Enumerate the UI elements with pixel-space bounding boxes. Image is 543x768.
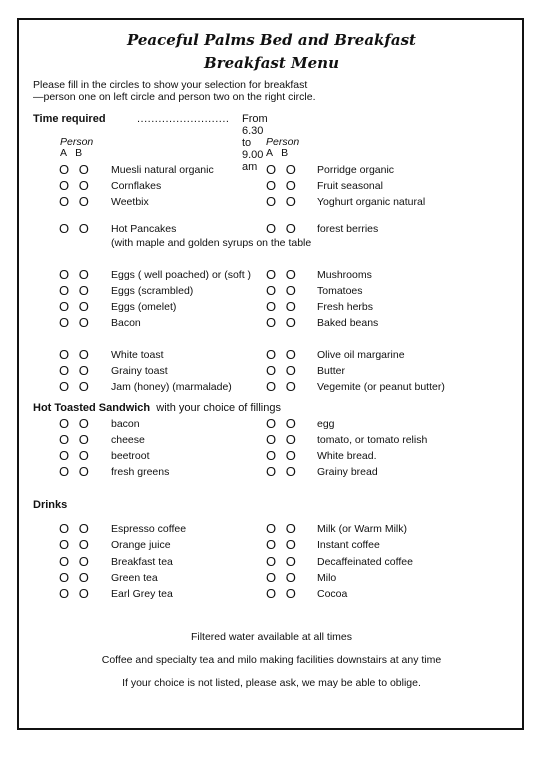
selection-circles-left[interactable]: O O	[59, 194, 92, 209]
menu-item-right: Decaffeinated coffee	[317, 556, 413, 568]
selection-circles-left[interactable]: O O	[59, 267, 92, 282]
menu-item-right: Grainy bread	[317, 466, 378, 478]
selection-circles-right[interactable]: O O	[266, 416, 299, 431]
menu-item-left: cheese	[111, 434, 145, 446]
menu-item-right: Instant coffee	[317, 539, 380, 551]
selection-circles-right[interactable]: O O	[266, 586, 299, 601]
time-range: From 6.30 to 9.00 am	[242, 113, 268, 173]
selection-circles-left[interactable]: O O	[59, 432, 92, 447]
footer-line: Filtered water available at all times	[190, 631, 353, 643]
menu-item-left: Cornflakes	[111, 180, 162, 192]
person-label: Person	[266, 136, 300, 148]
selection-circles-left[interactable]: O O	[59, 554, 92, 569]
menu-item-left: Hot Pancakes	[111, 223, 177, 235]
selection-circles-left[interactable]: O O	[59, 283, 92, 298]
selection-circles-left[interactable]: O O	[59, 315, 92, 330]
menu-item-right: Olive oil margarine	[317, 349, 405, 361]
menu-item-left: Bacon	[111, 317, 141, 329]
selection-circles-right[interactable]: O O	[266, 299, 299, 314]
menu-item-left: fresh greens	[111, 466, 170, 478]
selection-circles-left[interactable]: O O	[59, 363, 92, 378]
selection-circles-right[interactable]: O O	[266, 537, 299, 552]
instruction-line: Please fill in the circles to show your selection for breakfast	[33, 79, 308, 91]
footer-line: If your choice is not listed, please ask, we may be able to oblige.	[122, 677, 421, 689]
menu-item-right: egg	[317, 418, 335, 430]
page-title: Peaceful Palms Bed and Breakfast	[127, 31, 416, 49]
person-columns: A B	[60, 147, 83, 159]
selection-circles-right[interactable]: O O	[266, 464, 299, 479]
selection-circles-left[interactable]: O O	[59, 162, 92, 177]
drinks-heading-bold: Drinks	[33, 499, 68, 511]
selection-circles-left[interactable]: O O	[59, 379, 92, 394]
selection-circles-left[interactable]: O O	[59, 521, 92, 536]
selection-circles-left[interactable]: O O	[59, 537, 92, 552]
selection-circles-left[interactable]: O O	[59, 347, 92, 362]
menu-item-right: White bread.	[317, 450, 377, 462]
drinks-heading	[33, 499, 67, 511]
selection-circles-right[interactable]: O O	[266, 432, 299, 447]
menu-item-right: Fresh herbs	[317, 301, 374, 313]
instructions	[33, 79, 316, 103]
menu-item-left: Orange juice	[111, 539, 171, 551]
menu-item-right: tomato, or tomato relish	[317, 434, 428, 446]
menu-item-right: Butter	[317, 365, 346, 377]
menu-item-left: Espresso coffee	[111, 523, 187, 535]
menu-item-left: Grainy toast	[111, 365, 168, 377]
selection-circles-right[interactable]: O O	[266, 347, 299, 362]
time-fill-in[interactable]: ..........................	[137, 113, 230, 125]
selection-circles-left[interactable]: O O	[59, 586, 92, 601]
menu-item-right: Tomatoes	[317, 285, 363, 297]
menu-item-right: Vegemite (or peanut butter)	[317, 381, 445, 393]
menu-item-left: White toast	[111, 349, 164, 361]
sandwich-heading	[33, 402, 281, 414]
selection-circles-left[interactable]: O O	[59, 416, 92, 431]
menu-item-left: Jam (honey) (marmalade)	[111, 381, 232, 393]
menu-item-left: Weetbix	[111, 196, 149, 208]
selection-circles-left[interactable]: O O	[59, 448, 92, 463]
person-label: Person	[60, 136, 94, 148]
sandwich-heading-bold: Hot Toasted Sandwich	[33, 402, 151, 414]
menu-item-left: beetroot	[111, 450, 150, 462]
time-label: Time required	[33, 113, 106, 125]
menu-item-right: Fruit seasonal	[317, 180, 383, 192]
menu-subtitle: Breakfast Menu	[204, 54, 339, 72]
selection-circles-left[interactable]: O O	[59, 221, 92, 236]
menu-item-right: Baked beans	[317, 317, 379, 329]
menu-item-right: Mushrooms	[317, 269, 372, 281]
menu-item-right: forest berries	[317, 223, 379, 235]
menu-item-right: Cocoa	[317, 588, 348, 600]
instruction-line: —person one on left circle and person two on the right circle.	[33, 91, 316, 103]
menu-item-left: Muesli natural organic	[111, 164, 214, 176]
selection-circles-right[interactable]: O O	[266, 554, 299, 569]
menu-item-left: Eggs (omelet)	[111, 301, 177, 313]
sandwich-heading-rest: with your choice of fillings	[156, 402, 281, 414]
menu-item-right: Yoghurt organic natural	[317, 196, 426, 208]
person-header-right	[266, 137, 299, 159]
selection-circles-right[interactable]: O O	[266, 283, 299, 298]
menu-item-left: Breakfast tea	[111, 556, 173, 568]
selection-circles-left[interactable]: O O	[59, 178, 92, 193]
person-columns: A B	[266, 147, 289, 159]
selection-circles-left[interactable]: O O	[59, 299, 92, 314]
selection-circles-left[interactable]: O O	[59, 464, 92, 479]
menu-item-left: Green tea	[111, 572, 158, 584]
selection-circles-right[interactable]: O O	[266, 194, 299, 209]
menu-item-left: Earl Grey tea	[111, 588, 173, 600]
selection-circles-left[interactable]: O O	[59, 570, 92, 585]
menu-item-left: bacon	[111, 418, 140, 430]
menu-item-left: (with maple and golden syrups on the table	[111, 237, 312, 249]
menu-item-right: Milk (or Warm Milk)	[317, 523, 408, 535]
selection-circles-right[interactable]: O O	[266, 448, 299, 463]
selection-circles-right[interactable]: O O	[266, 315, 299, 330]
menu-item-left: Eggs (scrambled)	[111, 285, 194, 297]
selection-circles-right[interactable]: O O	[266, 379, 299, 394]
selection-circles-right[interactable]: O O	[266, 521, 299, 536]
menu-item-right: Porridge organic	[317, 164, 395, 176]
person-header-left	[60, 137, 93, 159]
menu-item-right: Milo	[317, 572, 337, 584]
selection-circles-right[interactable]: O O	[266, 178, 299, 193]
selection-circles-right[interactable]: O O	[266, 363, 299, 378]
menu-item-left: Eggs ( well poached) or (soft )	[111, 269, 252, 281]
selection-circles-right[interactable]: O O	[266, 267, 299, 282]
footer-line: Coffee and specialty tea and milo making facilities downstairs at any time	[101, 654, 442, 666]
selection-circles-right[interactable]: O O	[266, 221, 299, 236]
selection-circles-right[interactable]: O O	[266, 162, 299, 177]
selection-circles-right[interactable]: O O	[266, 570, 299, 585]
